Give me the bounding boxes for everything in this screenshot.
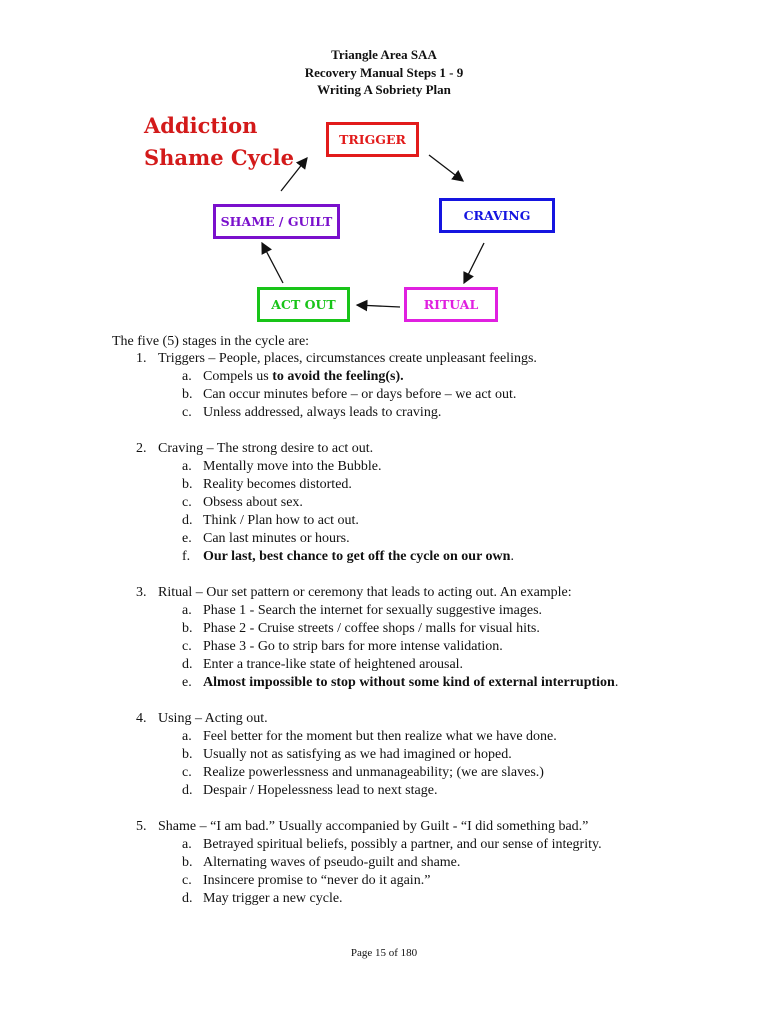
subitem-trailing-text: .	[614, 675, 619, 690]
subitem-letter: a.	[182, 837, 192, 852]
subitem-text	[203, 764, 544, 782]
subitem-letter: e.	[182, 675, 192, 690]
arrow-act-out-to-shame	[262, 243, 283, 283]
stage-number: 3.	[136, 585, 147, 600]
stage-subitem	[0, 368, 768, 386]
subitem-text	[203, 728, 557, 746]
subitem-plain-text: Mentally move into the Bubble.	[203, 459, 382, 474]
subitem-plain-text: Can occur minutes before – or days before – we act out.	[203, 387, 517, 402]
stage-text: Using – Acting out.	[158, 711, 268, 726]
subitem-text	[203, 494, 303, 512]
subitem-plain-text: Insincere promise to “never do it again.”	[203, 873, 431, 888]
stage-number: 1.	[136, 351, 147, 366]
stage-text: Triggers – People, places, circumstances create unpleasant feelings.	[158, 351, 537, 366]
arrow-shame-to-trigger	[281, 158, 307, 191]
diagram-title-line1: Addiction	[144, 113, 258, 138]
stage-heading	[0, 584, 768, 602]
subitem-letter: b.	[182, 477, 193, 492]
subitem-text	[203, 548, 514, 566]
subitem-text	[203, 656, 463, 674]
stage-subitem	[0, 530, 768, 548]
subitem-text	[203, 854, 460, 872]
subitem-plain-text: Betrayed spiritual beliefs, possibly a partner, and our sense of integrity.	[203, 837, 602, 852]
subitem-plain-text: Reality becomes distorted.	[203, 477, 352, 492]
subitem-letter: d.	[182, 657, 193, 672]
page-number: Page 15 of 180	[350, 947, 418, 959]
stage-heading	[0, 350, 768, 368]
subitem-letter: b.	[182, 621, 193, 636]
subitem-letter: a.	[182, 729, 192, 744]
stage-subitem	[0, 386, 768, 404]
subitem-text	[203, 674, 618, 692]
subitem-text	[203, 386, 516, 404]
subitem-letter: c.	[182, 405, 192, 420]
node-trigger-label: TRIGGER	[339, 132, 406, 147]
subitem-bold-text: to avoid the feeling(s).	[272, 369, 404, 384]
stage-item	[0, 710, 768, 800]
subitem-plain-text: Unless addressed, always leads to craving.	[203, 405, 442, 420]
header-section-title: Writing A Sobriety Plan	[317, 82, 451, 97]
stage-subitem	[0, 764, 768, 782]
subitem-text	[203, 638, 503, 656]
header-organization: Triangle Area SAA	[331, 47, 437, 62]
stages-list	[0, 350, 768, 926]
stages-intro: The five (5) stages in the cycle are:	[112, 334, 310, 349]
subitem-text	[203, 530, 350, 548]
subitem-text	[203, 872, 430, 890]
stage-text: Ritual – Our set pattern or ceremony that leads to acting out. An example:	[158, 585, 572, 600]
subitem-plain-text: Usually not as satisfying as we had imagined or hoped.	[203, 747, 512, 762]
subitem-letter: c.	[182, 873, 192, 888]
subitem-plain-text: Feel better for the moment but then realize what we have done.	[203, 729, 557, 744]
stage-item	[0, 584, 768, 692]
stage-subitem	[0, 656, 768, 674]
stage-subitem	[0, 620, 768, 638]
subitem-bold-text: Our last, best chance to get off the cycle on our own	[203, 549, 511, 564]
node-craving	[439, 198, 555, 233]
stage-item	[0, 818, 768, 908]
subitem-plain-text: Despair / Hopelessness lead to next stage.	[203, 783, 438, 798]
diagram-title-line2: Shame Cycle	[144, 145, 294, 170]
stage-item	[0, 350, 768, 422]
subitem-text	[203, 620, 540, 638]
cycle-arrows	[0, 0, 768, 330]
stage-number: 2.	[136, 441, 147, 456]
subitem-letter: e.	[182, 531, 192, 546]
stage-number: 5.	[136, 819, 147, 834]
subitem-text	[203, 782, 437, 800]
node-craving-label: CRAVING	[463, 208, 531, 223]
subitem-text	[203, 368, 404, 386]
subitem-plain-text: Can last minutes or hours.	[203, 531, 350, 546]
stage-heading	[0, 818, 768, 836]
subitem-letter: c.	[182, 765, 192, 780]
subitem-text	[203, 836, 602, 854]
stage-subitem	[0, 728, 768, 746]
header-manual-title: Recovery Manual Steps 1 - 9	[304, 64, 464, 80]
subitem-plain-text: Phase 2 - Cruise streets / coffee shops / malls for visual hits.	[203, 621, 540, 636]
subitem-plain-text: Enter a trance-like state of heightened arousal.	[203, 657, 464, 672]
stage-subitem	[0, 836, 768, 854]
node-act-out-label: ACT OUT	[271, 297, 336, 312]
subitem-bold-text: Almost impossible to stop without some kind of external interruption	[203, 675, 615, 690]
stage-heading	[0, 440, 768, 458]
subitem-text	[203, 458, 381, 476]
stage-heading	[0, 710, 768, 728]
subitem-text	[203, 512, 359, 530]
arrow-craving-to-ritual	[464, 243, 484, 283]
stage-subitem	[0, 746, 768, 764]
stage-subitem	[0, 458, 768, 476]
subitem-plain-text: Phase 1 - Search the internet for sexually suggestive images.	[203, 603, 543, 618]
stage-subitem	[0, 854, 768, 872]
stage-subitem	[0, 872, 768, 890]
subitem-plain-text: Think / Plan how to act out.	[203, 513, 359, 528]
stage-subitem	[0, 890, 768, 908]
stage-subitem	[0, 548, 768, 566]
subitem-letter: f.	[182, 549, 191, 564]
stage-subitem	[0, 674, 768, 692]
subitem-letter: a.	[182, 603, 192, 618]
node-ritual	[404, 287, 498, 322]
stage-subitem	[0, 602, 768, 620]
stage-subitem	[0, 404, 768, 422]
subitem-plain-text: Realize powerlessness and unmanageability; (we are slaves.)	[203, 765, 544, 780]
subitem-letter: c.	[182, 639, 192, 654]
stage-text: Craving – The strong desire to act out.	[158, 441, 374, 456]
stage-subitem	[0, 494, 768, 512]
stage-subitem	[0, 476, 768, 494]
stage-subitem	[0, 512, 768, 530]
subitem-letter: c.	[182, 495, 192, 510]
subitem-text	[203, 890, 343, 908]
subitem-text	[203, 404, 441, 422]
subitem-plain-text: May trigger a new cycle.	[203, 891, 343, 906]
subitem-trailing-text: .	[510, 549, 514, 564]
arrow-trigger-to-craving	[429, 155, 463, 181]
subitem-plain-text: Compels us	[203, 369, 273, 384]
stage-number: 4.	[136, 711, 147, 726]
subitem-plain-text: Phase 3 - Go to strip bars for more intense validation.	[203, 639, 503, 654]
subitem-letter: b.	[182, 387, 193, 402]
stage-item	[0, 440, 768, 566]
node-shame-guilt	[213, 204, 340, 239]
node-trigger	[326, 122, 419, 157]
node-act-out	[257, 287, 350, 322]
subitem-text	[203, 476, 352, 494]
subitem-plain-text: Alternating waves of pseudo-guilt and shame.	[203, 855, 461, 870]
subitem-plain-text: Obsess about sex.	[203, 495, 303, 510]
node-shame-guilt-label: SHAME / GUILT	[220, 214, 333, 229]
subitem-letter: d.	[182, 513, 193, 528]
stage-subitem	[0, 638, 768, 656]
stage-subitem	[0, 782, 768, 800]
subitem-letter: a.	[182, 369, 192, 384]
subitem-text	[203, 746, 512, 764]
subitem-letter: a.	[182, 459, 192, 474]
subitem-letter: d.	[182, 783, 193, 798]
subitem-letter: d.	[182, 891, 193, 906]
subitem-text	[203, 602, 542, 620]
subitem-letter: b.	[182, 855, 193, 870]
stage-text: Shame – “I am bad.” Usually accompanied by Guilt - “I did something bad.”	[158, 819, 589, 834]
arrow-ritual-to-act-out	[357, 305, 400, 307]
node-ritual-label: RITUAL	[423, 297, 479, 312]
subitem-letter: b.	[182, 747, 193, 762]
